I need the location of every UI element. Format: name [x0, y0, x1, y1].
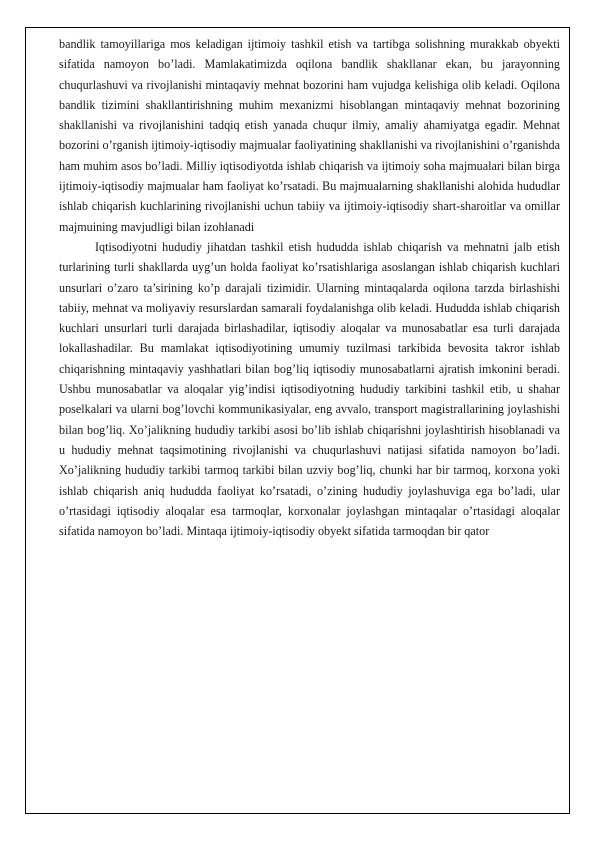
- paragraph-1: bandlik tamoyillariga mos keladigan ijtimoiy tashkil etish va tartibga solishning murakkab obyekti sifatida namoyon bo’ladi. Mamlakatimizda oqilona bandlik shakllanar ekan, bu jarayonning chuqurlashuvi va rivojlanishi mintaqaviy mehnat bozorini ham vujudga kelishiga olib keladi. Oqilona bandlik tizimini shakllantirishning muhim mexanizmi hisoblangan mintaqaviy mehnat bozorining shakllanishi va rivojlanishini tadqiq etish yanada chuqur ilmiy, amaliy ahamiyatga egadir. Mehnat bozorini o’rganish ijtimoiy-iqtisodiy majmualar faoliyatining shakllanishi va rivojlanishini o’rganishda ham muhim asos bo’ladi. Milliy iqtisodiyotda ishlab chiqarish va ijtimoiy soha majmualari bilan birga ijtimoiy-iqtisodiy majmualar ham faoliyat ko’rsatadi. Bu majmualarning shakllanishi alohida hududlar ishlab chiqarish kuchlarining rivojlanishi uchun tabiiy va ijtimoiy-iqtisodiy shart-sharoitlar va omillar majmuining mavjudligi bilan izohlanadi: [59, 37, 560, 234]
- paragraph-2: Iqtisodiyotni hududiy jihatdan tashkil etish hududda ishlab chiqarish va mehnatni jalb etish turlarining turli shakllarda uyg’un holda faoliyat ko’rsatishlariga asoslangan ishlab chiqarish kuchlari unsurlari o’zaro ta’sirining ko’p darajali tizimidir. Ularning mintaqalarda oqilona tarzda birlashishi tabiiy, mehnat va moliyaviy resurslardan samarali foydalanishga olib keladi. Hududda ishlab chiqarish kuchlari unsurlari turli darajada birlashadilar, iqtisodiy aloqalar va munosabatlar esa turli darajada lokallashadilar. Bu mamlakat iqtisodiyotining umumiy tuzilmasi tarkibida bevosita takror ishlab chiqarishning mintaqaviy yashhatlari bilan bog’liq iqtisodiy munosabatlarni ajratish imkonini beradi. Ushbu munosabatlar va aloqalar yig’indisi iqtisodiyotning hududiy tarkibini tashkil etib, u shahar poselkalari va ularni bog’lovchi kommunikasiyalar, eng avvalo, transport magistrallarining joylashishi bilan bog’liq. Xo’jalikning hududiy tarkibi asosi bo’lib ishlab chiqarishni joylashtirish hisoblanadi va u hududiy mehnat taqsimotining rivojlanishi va chuqurlashuvi natijasi sifatida namoyon bo’ladi. Xo’jalikning hududiy tarkibi tarmoq tarkibi bilan uzviy bog’liq, chunki har bir tarmoq, korxona yoki ishlab chiqarish aniq hududda faoliyat ko’rsatadi, o’zining hududiy joylashuviga ega bo’ladi, ular o’rtasidagi iqtisodiy aloqalar esa tarmoqlar, korxonalar joylashgan mintaqalar o’rtasidagi aloqalar sifatida namoyon bo’ladi. Mintaqa ijtimoiy-iqtisodiy obyekt sifatida tarmoqdan bir qator: [59, 239, 560, 539]
- document-body: [59, 34, 560, 541]
